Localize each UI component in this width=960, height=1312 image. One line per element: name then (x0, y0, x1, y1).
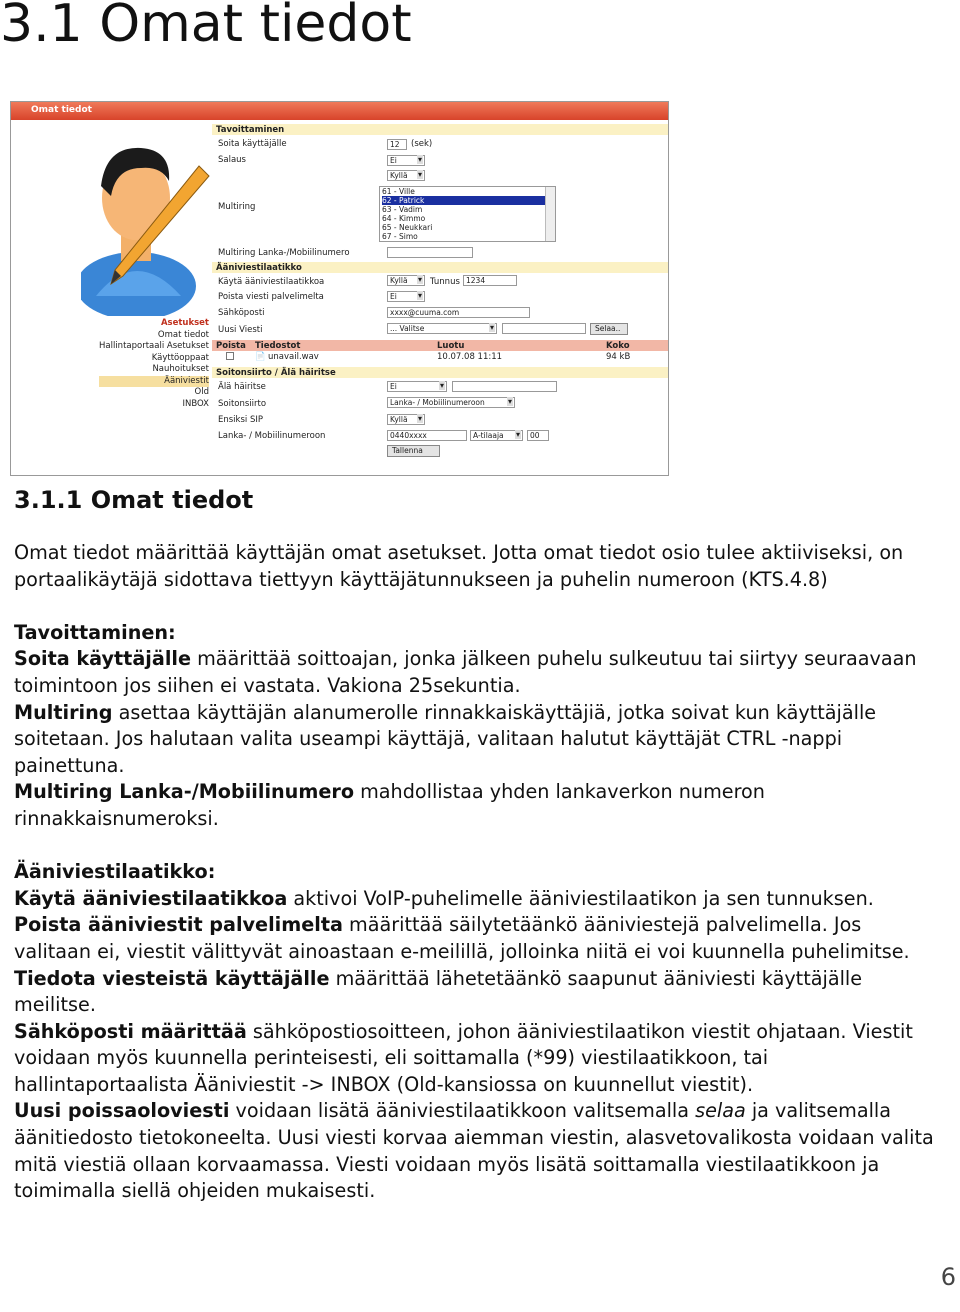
term-multiring: Multiring (14, 700, 113, 724)
nav-item-own-info[interactable]: Omat tiedot (157, 329, 209, 340)
label-email: Sähköposti (218, 308, 265, 318)
desc-new-message-b: ja valitsemalla äänitiedosto tietokoneelta. Uusi viesti korvaa aiemman viestin, alasvetovalikosta voidaan valita mitä viestiä ollaan korvaamassa. Viesti voidaan myös lisätä soittamalla viestilaatikkoon ja toimimalla siellä ohjeiden mukaisesti. (14, 1099, 934, 1203)
term-call: Soita käyttäjälle (14, 647, 191, 671)
term-use-vm: Käytä ääniviestilaatikkoa (14, 886, 288, 910)
desc-email: sähköpostiosoitteen, johon ääniviestilaatikon viestit ohjataan. Viestit voidaan myös kuunnella perinteisesti, eli soittamalla (*99) viestilaatikkoon, tai hallintaportaalista Ääniviestit -> INBOX (Old-kansiossa on kuunnellut viestit). (14, 1019, 913, 1096)
col-delete: Poista (216, 341, 246, 351)
desc-multiring-mobile: mahdollistaa yhden lankaverkon numeron rinnakkaisnumeroksi. (14, 780, 765, 830)
intro-rest: Jotta omat tiedot osio tulee aktiiviseksi, on portaalikäytäjä sidottava tiettyyn käyttäjätunnukseen ja puhelin numeroon (KTS.4.8) (14, 541, 904, 591)
label-mobile: Lanka- / Mobiilinumeroon (218, 431, 326, 441)
delete-select[interactable]: Ei ▾ (387, 291, 425, 302)
nav-item-inbox[interactable]: INBOX (182, 398, 209, 409)
desc-multiring: asettaa käyttäjän alanumerolle rinnakkaiskäyttäjiä, jotka soivat kun käyttäjälle soitetaan. Jos halutaan valita useampi käyttäjä, valitaan halutut käyttäjät CTRL -nappi painettuna. (14, 700, 877, 777)
mobile-input[interactable]: 0440xxxx (387, 430, 467, 441)
list-item[interactable]: 62 - Patrick (382, 196, 553, 205)
reach-paragraph-1 (14, 646, 934, 699)
vm-paragraph-3 (14, 966, 934, 1019)
list-item[interactable]: 63 - Vadim (382, 205, 423, 214)
dnd-input[interactable] (452, 381, 557, 392)
delete-checkbox[interactable] (226, 352, 234, 360)
label-multi-mobile: Multiring Lanka-/Mobiilinumero (218, 248, 350, 258)
list-item[interactable]: 65 - Neukkari (382, 223, 433, 232)
desc-use-vm: aktivoi VoIP-puhelimelle ääniviestilaatikon ja sen tunnuksen. (287, 886, 874, 910)
body-text (14, 540, 934, 1205)
vm-heading: Ääniviestilaatikko: (14, 860, 216, 884)
files-table-header (212, 340, 668, 351)
label-use-vm: Käytä ääniviestilaatikkoa (218, 277, 325, 287)
term-new-message: Uusi poissaoloviesti (14, 1099, 230, 1123)
section-voicemail: Ääniviestilaatikko (212, 262, 668, 273)
label-dnd: Älä häiritse (218, 382, 266, 392)
user-edit-icon (81, 126, 211, 316)
file-size: 94 kB (606, 352, 631, 362)
nav-item-settings[interactable]: Asetukset (160, 318, 209, 328)
forward-select[interactable]: Lanka- / Mobiilinumeroon ▾ (387, 397, 515, 408)
dnd-select[interactable]: Ei ▾ (387, 381, 447, 392)
vm-paragraph-2 (14, 912, 934, 965)
col-files: Tiedostot (255, 341, 301, 351)
call-seconds-input[interactable]: 12 (387, 139, 407, 150)
desc-call: määrittää soittoajan, jonka jälkeen puhelu sulkeutuu tai siirtyy seuraavaan toimintoon jos siihen ei vastata. Vakiona 25sekuntia. (14, 647, 917, 697)
vm-paragraph-1 (14, 886, 934, 913)
multiring-select[interactable]: Kyllä ▾ (387, 170, 425, 181)
section-forwarding: Soitonsiirto / Älä häiritse (212, 367, 668, 378)
label-sip: Ensiksi SIP (218, 415, 263, 425)
file-name[interactable]: unavail.wav (268, 352, 319, 362)
term-browse: selaa (695, 1099, 746, 1123)
section-reach: Tavoittaminen (212, 124, 668, 135)
label-call: Soita käyttäjälle (218, 139, 287, 149)
desc-new-message-a: voidaan lisätä ääniviestilaatikkoon valitsemalla (229, 1099, 696, 1123)
intro-lead: Omat tiedot määrittää käyttäjän omat asetukset. (14, 541, 488, 564)
file-icon: 📄 (255, 352, 266, 362)
multiring-listbox[interactable] (379, 186, 556, 242)
term-delete: Poista ääniviestit palvelimelta (14, 913, 343, 937)
term-multiring-mobile: Multiring Lanka-/Mobiilinumero (14, 780, 354, 804)
left-pane (11, 120, 211, 475)
sip-select[interactable]: Kyllä ▾ (387, 414, 425, 425)
settings-form (212, 120, 668, 475)
intro-paragraph (14, 540, 934, 593)
label-multiring: Multiring (218, 202, 256, 212)
listbox-scrollbar[interactable] (545, 187, 555, 241)
term-email: Sähköposti määrittää (14, 1019, 247, 1043)
label-hidden: Salaus (218, 155, 246, 165)
desc-delete: määrittää säilytetäänkö ääniviestejä palvelimella. Jos valitaan ei, viestit välittyvät ainoastaan e-meilillä, jolloinka niitä ei voi kuunnella puhelimitse. (14, 913, 910, 963)
label-delete-server: Poista viesti palvelimelta (218, 292, 324, 302)
nav-item-old[interactable]: Old (194, 387, 209, 397)
nav-item-recordings[interactable]: Nauhoitukset (152, 364, 209, 374)
multi-mobile-input[interactable] (387, 247, 473, 258)
list-item[interactable]: 67 - Simo (382, 232, 418, 241)
settings-screenshot (10, 101, 669, 476)
page-title: 3.1 Omat tiedot (0, 0, 412, 54)
new-message-select[interactable]: ... Valitse ▾ (387, 323, 497, 334)
vm-paragraph-5 (14, 1098, 934, 1204)
section-heading: 3.1.1 Omat tiedot (14, 486, 254, 514)
reach-heading: Tavoittaminen: (14, 620, 176, 644)
list-item[interactable]: 61 - Ville (382, 187, 415, 196)
table-row (212, 352, 668, 364)
col-size: Koko (606, 341, 630, 351)
file-created: 10.07.08 11:11 (437, 352, 503, 362)
nav-item-voicemails[interactable]: Ääniviestit (99, 376, 209, 388)
left-nav (99, 318, 209, 410)
nav-item-guides[interactable]: Käyttöoppaat (151, 352, 209, 363)
seconds-input[interactable]: 00 (527, 430, 549, 441)
list-item[interactable]: 64 - Kimmo (382, 214, 426, 223)
vm-paragraph-4 (14, 1019, 934, 1099)
save-button[interactable]: Tallenna (387, 445, 440, 457)
label-forward: Soitonsiirto (218, 399, 267, 409)
use-vm-select[interactable]: Kyllä ▾ (387, 275, 425, 286)
label-pin: Tunnus (430, 277, 460, 287)
label-new-message: Uusi Viesti (218, 325, 263, 335)
reach-paragraph-2 (14, 700, 934, 780)
nav-item-portal-settings[interactable]: Hallintaportaali Asetukset (99, 341, 209, 351)
call-unit: (sek) (411, 139, 433, 149)
window-title: Omat tiedot (11, 102, 668, 120)
term-notify: Tiedota viesteistä käyttäjälle (14, 966, 330, 990)
after-select[interactable]: A-tilaaja ▾ (470, 430, 523, 441)
reach-paragraph-3 (14, 779, 934, 832)
pin-input[interactable]: 1234 (463, 275, 517, 286)
desc-notify: määrittää lähetetäänkö saapunut ääniviesti käyttäjälle meilitse. (14, 966, 863, 1017)
page-number: 6 (940, 1263, 956, 1291)
col-created: Luotu (437, 341, 465, 351)
file-path-input[interactable] (502, 323, 586, 334)
browse-button[interactable]: Selaa.. (590, 323, 628, 335)
hidden-select[interactable]: Ei ▾ (387, 155, 425, 166)
email-input[interactable]: xxxx@cuuma.com (387, 307, 530, 318)
